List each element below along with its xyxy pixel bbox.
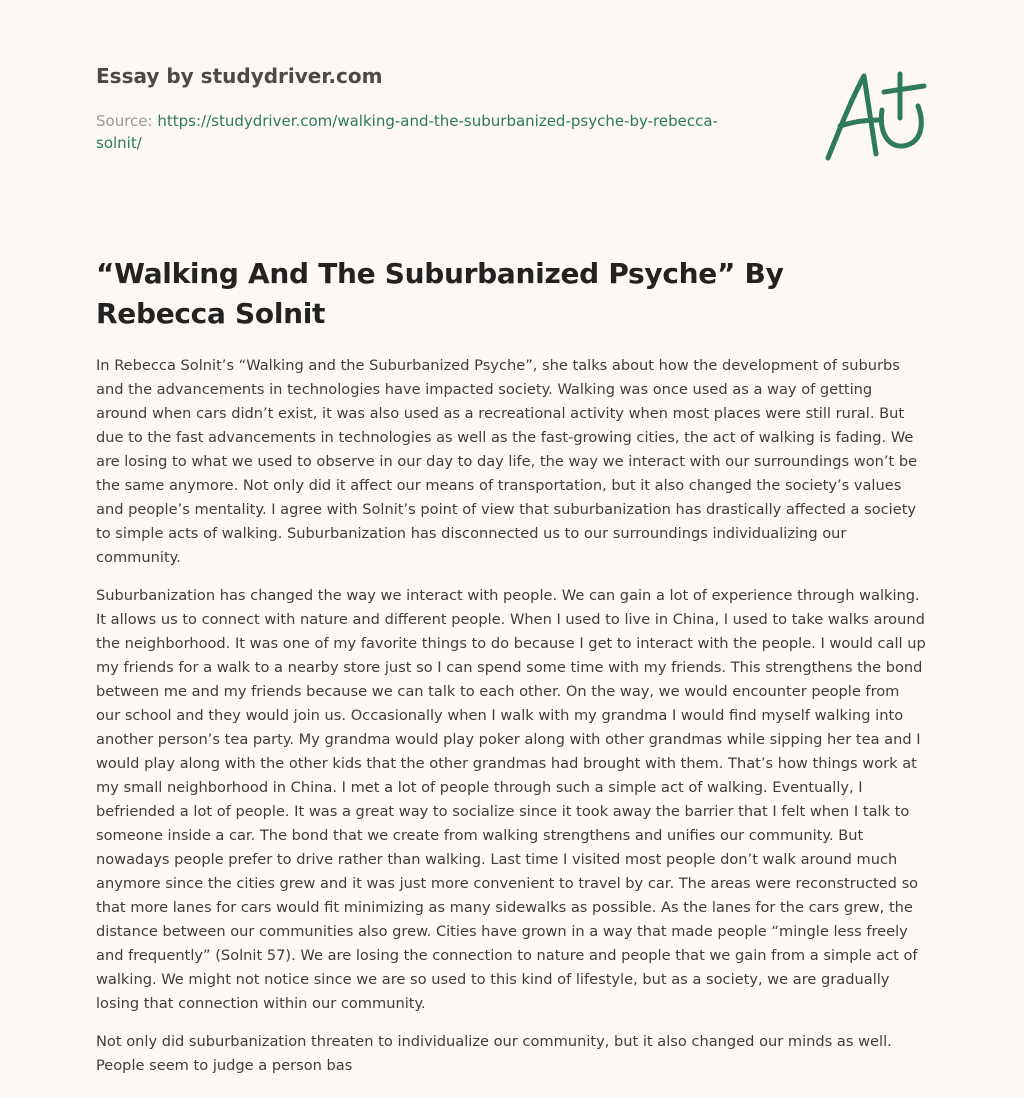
- essay-body: [96, 354, 928, 1092]
- source-label: Source:: [96, 112, 153, 130]
- source-line: [96, 110, 756, 154]
- essay-paragraph: Not only did suburbanization threaten to individualize our community, but it also changed our minds as well. People seem to judge a person bas: [96, 1033, 892, 1074]
- essay-paragraph: In Rebecca Solnit’s “Walking and the Suburbanized Psyche”, she talks about how the development of suburbs and the advancements in technologies have impacted society. Walking was once used as a way of getting around when cars didn’t exist, it was also used as a recreational activity when most places were still rural. But due to the fast advancements in technologies as well as the fast-growing cities, the act of walking is fading. We are losing to what we used to observe in our day to day life, the way we interact with our surroundings won’t be the same anymore. Not only did it affect our means of transportation, but it also changed the society’s values and people’s mentality. I agree with Solnit’s point of view that suburbanization has drastically affected a society to simple acts of walking. Suburbanization has disconnected us to our surroundings individualizing our community.: [96, 357, 918, 566]
- essay-title: “Walking And The Suburbanized Psyche” By Rebecca Solnit: [96, 257, 784, 330]
- page-header: [96, 62, 756, 154]
- grade-a-plus-logo-icon: [818, 66, 930, 168]
- source-link[interactable]: https://studydriver.com/walking-and-the-suburbanized-psyche-by-rebecca-solnit/: [96, 112, 718, 152]
- essay-paragraph: Suburbanization has changed the way we interact with people. We can gain a lot of experience through walking. It allows us to connect with nature and different people. When I used to live in China, I used to take walks around the neighborhood. It was one of my favorite things to do because I get to interact with the people. I would call up my friends for a walk to a nearby store just so I can spend some time with my friends. This strengthens the bond between me and my friends because we can talk to each other. On the way, we would encounter people from our school and they would join us. Occasionally when I walk with my grandma I would find myself walking into another person’s tea party. My grandma would play poker along with other grandmas while sipping her tea and I would play along with the other kids that the other grandmas had brought with them. That’s how things work at my small neighborhood in China. I met a lot of people through such a simple act of walking. Eventually, I befriended a lot of people. It was a great way to socialize since it took away the barrier that I felt when I talk to someone inside a car. The bond that we create from walking strengthens and unifies our community. But nowadays people prefer to drive rather than walking. Last time I visited most people don’t walk around much anymore since the cities grew and it was just more convenient to travel by car. The areas were reconstructed so that more lanes for cars would fit minimizing as many sidewalks as possible. As the lanes for the cars grew, the distance between our communities also grew. Cities have grown in a way that made people “mingle less freely and frequently” (Solnit 57). We are losing the connection to nature and people that we gain from a simple act of walking. We might not notice since we are so used to this kind of lifestyle, but as a society, we are gradually losing that connection within our community.: [96, 587, 926, 1012]
- brand-title: Essay by studydriver.com: [96, 64, 383, 88]
